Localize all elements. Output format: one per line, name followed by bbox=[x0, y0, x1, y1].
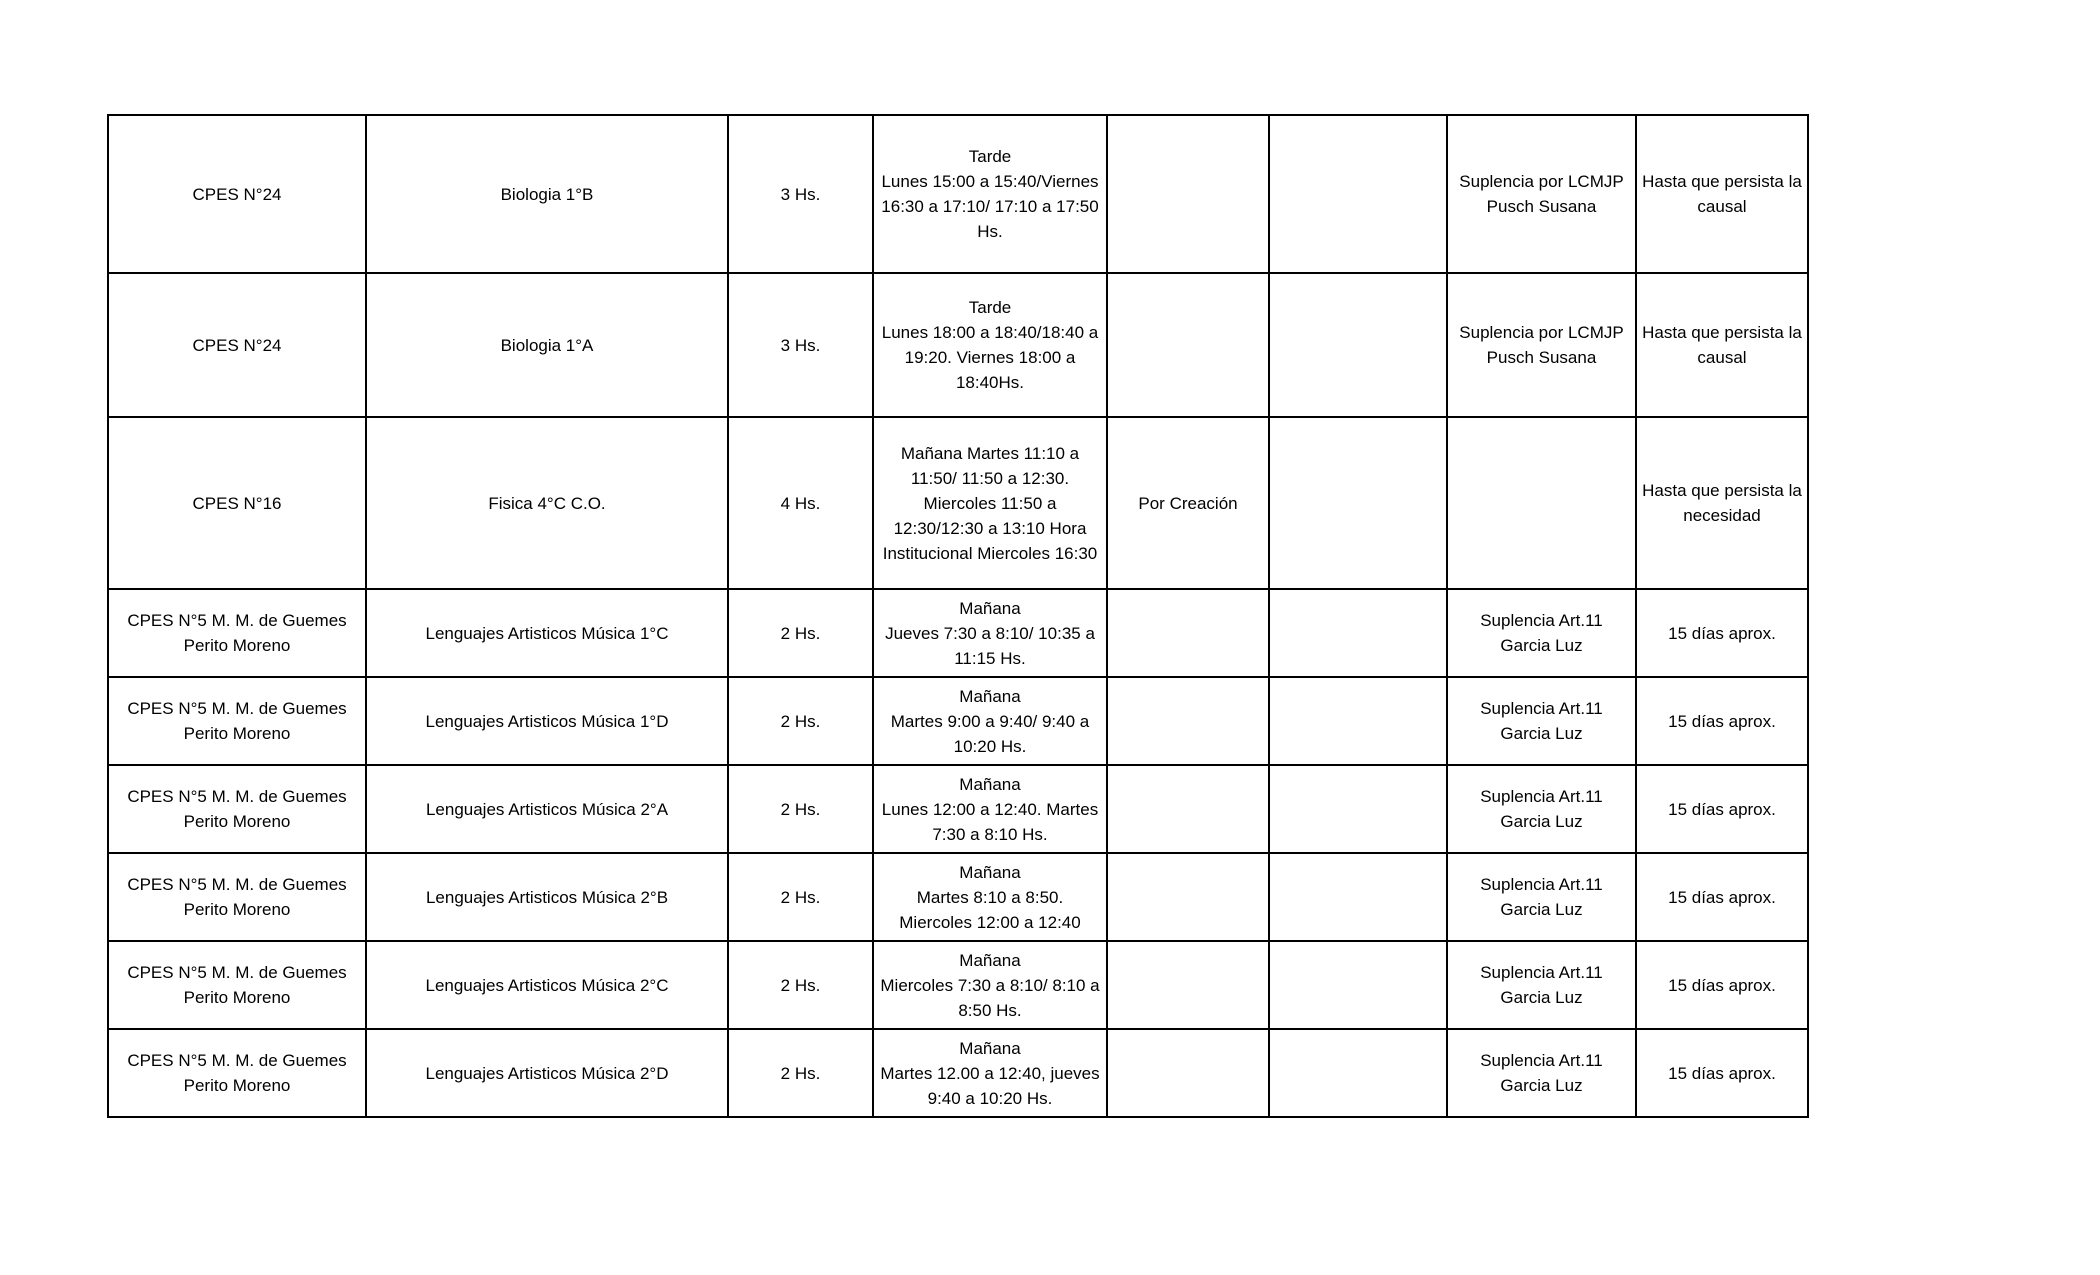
schedule-cell-line: Mañana Martes 11:10 a bbox=[900, 443, 1080, 463]
schedule-cell-line: 8:50 Hs. bbox=[958, 1000, 1022, 1020]
school-cell-line: CPES N°5 M. M. de Guemes bbox=[127, 699, 347, 718]
reason-cell-line: Suplencia Art.11 bbox=[1480, 699, 1603, 718]
reason-cell-line: Garcia Luz bbox=[1500, 1076, 1583, 1095]
subject-cell: Lenguajes Artisticos Música 1°D bbox=[366, 677, 728, 765]
reason-cell bbox=[1447, 1029, 1636, 1117]
duration-cell-line: 15 días aprox. bbox=[1668, 887, 1776, 907]
school-cell-line: CPES N°5 M. M. de Guemes bbox=[127, 875, 347, 894]
duration-cell-line: causal bbox=[1697, 197, 1747, 216]
school-cell-line: CPES N°5 M. M. de Guemes bbox=[127, 787, 347, 806]
table-row bbox=[108, 677, 1808, 765]
school-cell bbox=[108, 677, 366, 765]
table-row bbox=[108, 765, 1808, 853]
schedule-cell-line: Mañana bbox=[959, 598, 1021, 618]
blank-cell bbox=[1269, 765, 1447, 853]
schedule-cell-line: 9:40 a 10:20 Hs. bbox=[927, 1088, 1053, 1108]
duration-cell-line: necesidad bbox=[1683, 506, 1761, 525]
schedule-cell-line: Lunes 18:00 a 18:40/18:40 a bbox=[881, 323, 1099, 342]
duration-cell bbox=[1636, 677, 1808, 765]
school-cell-line: Perito Moreno bbox=[183, 900, 291, 919]
reason-cell-line: Suplencia por LCMJP bbox=[1459, 172, 1624, 191]
type-cell bbox=[1107, 765, 1269, 853]
reason-cell-line: Pusch Susana bbox=[1486, 197, 1597, 216]
duration-cell-line: 15 días aprox. bbox=[1668, 1063, 1776, 1083]
school-cell-line: CPES N°24 bbox=[192, 335, 282, 355]
school-cell-line: Perito Moreno bbox=[183, 1076, 291, 1095]
schedule-cell-line: Lunes 15:00 a 15:40/Viernes bbox=[881, 172, 1099, 191]
reason-cell bbox=[1447, 273, 1636, 417]
schedule-cell-line: Miercoles 12:00 a 12:40 bbox=[899, 912, 1081, 932]
school-cell-line: Perito Moreno bbox=[183, 636, 291, 655]
blank-cell bbox=[1269, 1029, 1447, 1117]
reason-cell-line: Suplencia por LCMJP bbox=[1459, 323, 1624, 342]
reason-cell bbox=[1447, 677, 1636, 765]
table-row bbox=[108, 115, 1808, 273]
hours-cell: 3 Hs. bbox=[728, 115, 873, 273]
duration-cell bbox=[1636, 765, 1808, 853]
schedule-cell bbox=[873, 765, 1107, 853]
hours-cell: 4 Hs. bbox=[728, 417, 873, 589]
duration-cell bbox=[1636, 273, 1808, 417]
schedule-cell-line: 19:20. Viernes 18:00 a bbox=[904, 348, 1076, 367]
school-cell-line: CPES N°5 M. M. de Guemes bbox=[127, 1051, 347, 1070]
schedule-cell-line: Miercoles 7:30 a 8:10/ 8:10 a bbox=[880, 975, 1100, 995]
school-cell-line: Perito Moreno bbox=[183, 812, 291, 831]
schedule-cell bbox=[873, 115, 1107, 273]
schedule-cell-line: Mañana bbox=[959, 774, 1021, 794]
duration-cell-line: 15 días aprox. bbox=[1668, 623, 1776, 643]
hours-cell: 2 Hs. bbox=[728, 589, 873, 677]
school-cell-line: CPES N°5 M. M. de Guemes bbox=[127, 963, 347, 982]
table-row bbox=[108, 273, 1808, 417]
school-cell-line: Perito Moreno bbox=[183, 988, 291, 1007]
school-cell bbox=[108, 1029, 366, 1117]
duration-cell bbox=[1636, 941, 1808, 1029]
reason-cell-line: Garcia Luz bbox=[1500, 988, 1583, 1007]
reason-cell bbox=[1447, 765, 1636, 853]
schedule-cell-line: 12:30/12:30 a 13:10 Hora bbox=[893, 518, 1087, 538]
schedule-cell-line: Martes 12.00 a 12:40, jueves bbox=[880, 1063, 1100, 1083]
blank-cell bbox=[1269, 677, 1447, 765]
school-cell-line: Perito Moreno bbox=[183, 724, 291, 743]
table-body bbox=[108, 115, 1808, 1117]
duration-cell bbox=[1636, 115, 1808, 273]
schedule-cell-line: Lunes 12:00 a 12:40. Martes bbox=[881, 799, 1099, 819]
table-row bbox=[108, 589, 1808, 677]
blank-cell bbox=[1269, 589, 1447, 677]
schedule-cell-line: 18:40Hs. bbox=[955, 373, 1025, 392]
schedule-cell-line: 11:15 Hs. bbox=[954, 648, 1026, 668]
hours-cell: 2 Hs. bbox=[728, 853, 873, 941]
vacancy-table bbox=[107, 114, 1809, 1118]
table-row bbox=[108, 1029, 1808, 1117]
schedule-cell-line: Martes 8:10 a 8:50. bbox=[916, 887, 1064, 907]
duration-cell-line: causal bbox=[1697, 348, 1747, 367]
schedule-cell-line: Miercoles 11:50 a bbox=[923, 493, 1057, 513]
duration-cell bbox=[1636, 1029, 1808, 1117]
schedule-cell bbox=[873, 589, 1107, 677]
reason-cell-line: Suplencia Art.11 bbox=[1480, 787, 1603, 806]
schedule-cell bbox=[873, 417, 1107, 589]
reason-cell-line: Garcia Luz bbox=[1500, 812, 1583, 831]
schedule-cell-line: Mañana bbox=[959, 1038, 1021, 1058]
type-cell bbox=[1107, 115, 1269, 273]
school-cell-line: CPES N°5 M. M. de Guemes bbox=[127, 611, 347, 630]
reason-cell-line: Suplencia Art.11 bbox=[1480, 611, 1603, 630]
hours-cell: 3 Hs. bbox=[728, 273, 873, 417]
subject-cell: Lenguajes Artisticos Música 2°A bbox=[366, 765, 728, 853]
reason-cell-line: Suplencia Art.11 bbox=[1480, 963, 1603, 982]
subject-cell: Lenguajes Artisticos Música 2°B bbox=[366, 853, 728, 941]
type-cell bbox=[1107, 273, 1269, 417]
reason-cell-line: Garcia Luz bbox=[1500, 636, 1583, 655]
duration-cell-line: 15 días aprox. bbox=[1668, 799, 1776, 819]
duration-cell-line: 15 días aprox. bbox=[1668, 975, 1776, 995]
schedule-cell bbox=[873, 941, 1107, 1029]
type-cell: Por Creación bbox=[1107, 417, 1269, 589]
duration-cell-line: Hasta que persista la bbox=[1642, 481, 1802, 500]
hours-cell: 2 Hs. bbox=[728, 677, 873, 765]
schedule-cell bbox=[873, 677, 1107, 765]
schedule-cell bbox=[873, 1029, 1107, 1117]
reason-cell bbox=[1447, 115, 1636, 273]
schedule-cell-line: 11:50/ 11:50 a 12:30. bbox=[910, 468, 1070, 488]
blank-cell bbox=[1269, 417, 1447, 589]
schedule-cell-line: Mañana bbox=[959, 686, 1021, 706]
schedule-cell-line: Jueves 7:30 a 8:10/ 10:35 a bbox=[885, 623, 1095, 643]
duration-cell-line: Hasta que persista la bbox=[1642, 172, 1802, 191]
type-cell bbox=[1107, 677, 1269, 765]
table-row bbox=[108, 941, 1808, 1029]
school-cell bbox=[108, 853, 366, 941]
type-cell bbox=[1107, 853, 1269, 941]
hours-cell: 2 Hs. bbox=[728, 765, 873, 853]
blank-cell bbox=[1269, 853, 1447, 941]
reason-cell-line: Pusch Susana bbox=[1486, 348, 1597, 367]
schedule-cell-line: Tarde bbox=[968, 147, 1012, 166]
school-cell-line: CPES N°16 bbox=[192, 493, 282, 513]
duration-cell bbox=[1636, 853, 1808, 941]
subject-cell: Lenguajes Artisticos Música 1°C bbox=[366, 589, 728, 677]
subject-cell: Lenguajes Artisticos Música 2°D bbox=[366, 1029, 728, 1117]
hours-cell: 2 Hs. bbox=[728, 1029, 873, 1117]
school-cell-line: CPES N°24 bbox=[192, 184, 282, 204]
reason-cell-line: Garcia Luz bbox=[1500, 724, 1583, 743]
subject-cell: Lenguajes Artisticos Música 2°C bbox=[366, 941, 728, 1029]
hours-cell: 2 Hs. bbox=[728, 941, 873, 1029]
subject-cell: Biologia 1°A bbox=[366, 273, 728, 417]
schedule-cell-line: 16:30 a 17:10/ 17:10 a 17:50 bbox=[881, 197, 1099, 216]
schedule-cell-line: Hs. bbox=[977, 222, 1003, 241]
subject-cell: Fisica 4°C C.O. bbox=[366, 417, 728, 589]
school-cell bbox=[108, 589, 366, 677]
blank-cell bbox=[1269, 941, 1447, 1029]
table-row bbox=[108, 417, 1808, 589]
duration-cell-line: 15 días aprox. bbox=[1668, 711, 1776, 731]
schedule-cell bbox=[873, 273, 1107, 417]
schedule-cell-line: Mañana bbox=[959, 862, 1021, 882]
blank-cell bbox=[1269, 115, 1447, 273]
school-cell bbox=[108, 115, 366, 273]
schedule-cell-line: Institucional Miercoles 16:30 bbox=[882, 543, 1098, 563]
reason-cell-line: Suplencia Art.11 bbox=[1480, 875, 1603, 894]
school-cell bbox=[108, 765, 366, 853]
school-cell bbox=[108, 273, 366, 417]
school-cell bbox=[108, 417, 366, 589]
schedule-cell-line: 7:30 a 8:10 Hs. bbox=[932, 824, 1048, 844]
schedule-cell-line: Martes 9:00 a 9:40/ 9:40 a bbox=[890, 711, 1090, 731]
reason-cell-line: Garcia Luz bbox=[1500, 900, 1583, 919]
table-row bbox=[108, 853, 1808, 941]
reason-cell-line: Suplencia Art.11 bbox=[1480, 1051, 1603, 1070]
subject-cell: Biologia 1°B bbox=[366, 115, 728, 273]
duration-cell bbox=[1636, 417, 1808, 589]
reason-cell bbox=[1447, 589, 1636, 677]
reason-cell bbox=[1447, 853, 1636, 941]
duration-cell bbox=[1636, 589, 1808, 677]
reason-cell bbox=[1447, 417, 1636, 589]
type-cell bbox=[1107, 1029, 1269, 1117]
schedule-cell-line: Tarde bbox=[968, 298, 1012, 317]
type-cell bbox=[1107, 589, 1269, 677]
schedule-cell-line: Mañana bbox=[959, 950, 1021, 970]
reason-cell bbox=[1447, 941, 1636, 1029]
duration-cell-line: Hasta que persista la bbox=[1642, 323, 1802, 342]
blank-cell bbox=[1269, 273, 1447, 417]
type-cell bbox=[1107, 941, 1269, 1029]
school-cell bbox=[108, 941, 366, 1029]
schedule-cell bbox=[873, 853, 1107, 941]
schedule-cell-line: 10:20 Hs. bbox=[953, 736, 1027, 756]
